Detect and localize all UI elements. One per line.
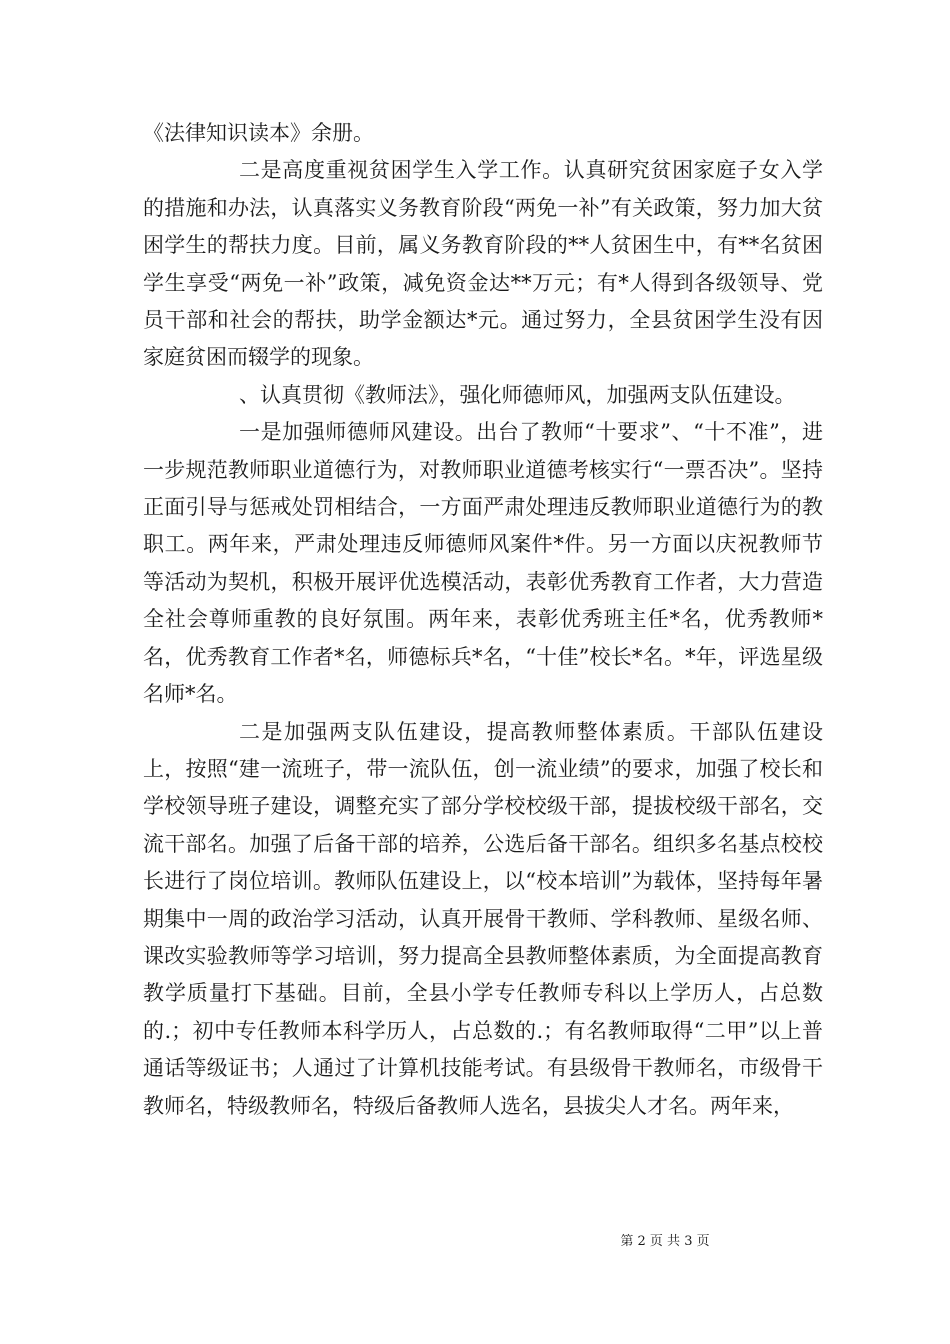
paragraph-3-heading: 、认真贯彻《教师法》，强化师德师风，加强两支队伍建设。 — [239, 382, 796, 407]
paragraph-2: 二是高度重视贫困学生入学工作。认真研究贫困家庭子女入学的措施和办法，认真落实义务教育阶段“两免一补”有关政策，努力加大贫困学生的帮扶力度。目前，属义务教育阶段的**人贫困生中，有**名贫困学生享受“两免一补”政策，减免资金达**万元；有*人得到各级领导、党员干部和社会的帮扶，助学金额达*元。通过努力，全县贫困学生没有因家庭贫困而辍学的现象。 — [143, 158, 823, 370]
paragraph-1: 《法律知识读本》余册。 — [143, 121, 374, 145]
paragraph-5: 二是加强两支队伍建设，提高教师整体素质。干部队伍建设上，按照“建一流班子，带一流队伍，创一流业绩”的要求，加强了校长和学校领导班子建设，调整充实了部分学校校级干部，提拔校级干部名，交流干部名。加强了后备干部的培养，公选后备干部名。组织多名基点校校长进行了岗位培训。教师队伍建设上，以“校本培训”为载体，坚持每年暑期集中一周的政治学习活动，认真开展骨干教师、学科教师、星级名师、课改实验教师等学习培训，努力提高全县教师整体素质，为全面提高教育教学质量打下基础。目前，全县小学专任教师专科以上学历人，占总数的.；初中专任教师本科学历人，占总数的.；有名教师取得“二甲”以上普通话等级证书；人通过了计算机技能考试。有县级骨干教师名，市级骨干教师名，特级教师名，特级后备教师人选名，县拔尖人才名。两年来， — [143, 719, 823, 1118]
page-footer — [0, 1233, 950, 1251]
document-body — [143, 115, 823, 1125]
page-number: 第 2 页 共 3 页 — [620, 1234, 710, 1249]
paragraph-4: 一是加强师德师风建设。出台了教师“十要求”、“十不准”，进一步规范教师职业道德行为，对教师职业道德考核实行“一票否决”。坚持正面引导与惩戒处罚相结合，一方面严肃处理违反教师职业道德行为的教职工。两年来，严肃处理违反师德师风案件*件。另一方面以庆祝教师节等活动为契机，积极开展评优选模活动，表彰优秀教育工作者，大力营造全社会尊师重教的良好氛围。两年来，表彰优秀班主任*名，优秀教师*名，优秀教育工作者*名，师德标兵*名，“十佳”校长*名。*年，评选星级名师*名。 — [143, 420, 823, 707]
